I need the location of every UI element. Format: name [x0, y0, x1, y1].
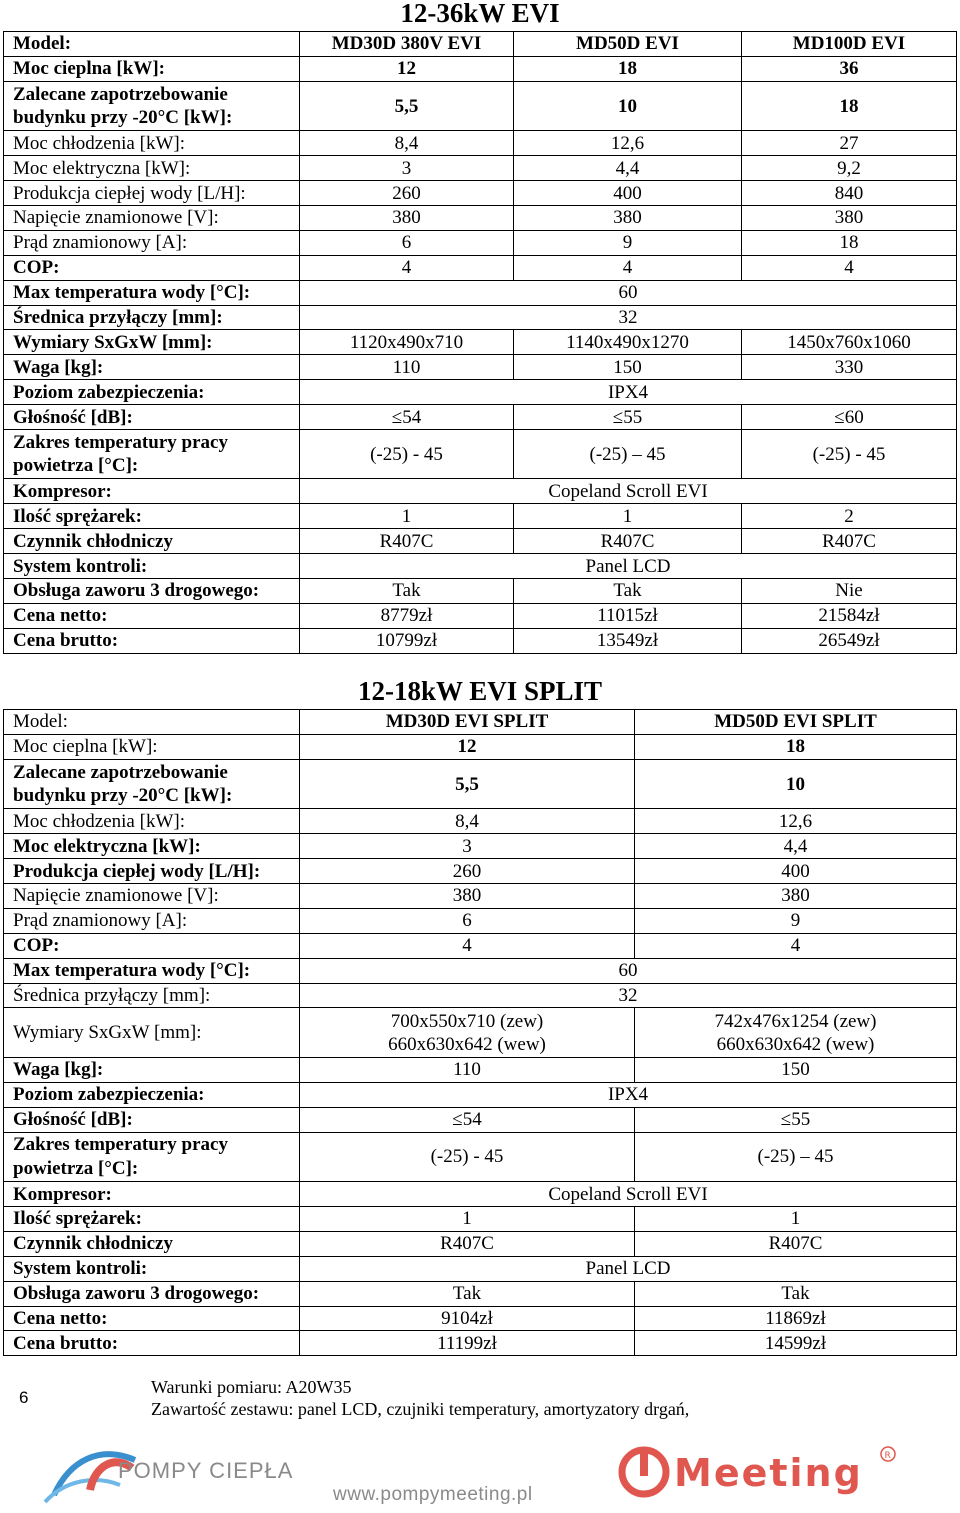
row-value: ≤54 — [300, 405, 514, 430]
table-row — [4, 734, 957, 759]
row-value: 18 — [742, 230, 957, 255]
table-row — [4, 759, 957, 809]
row-value: 10799zł — [300, 628, 514, 653]
row-value: 110 — [300, 1057, 635, 1082]
row-value: 4,4 — [514, 156, 742, 181]
row-label: Zakres temperatury pracy powietrza [°C]: — [4, 1132, 300, 1182]
row-value: 11015zł — [514, 603, 742, 628]
table-row — [4, 255, 957, 280]
table-row — [4, 983, 957, 1008]
row-label: Max temperatura wody [°C]: — [4, 280, 300, 305]
row-label: Głośność [dB]: — [4, 405, 300, 430]
row-label: Wymiary SxGxW [mm]: — [4, 1008, 300, 1058]
row-label: Moc cieplna [kW]: — [4, 734, 300, 759]
row-value: 8,4 — [300, 809, 635, 834]
row-value: 10 — [635, 759, 957, 809]
table-row — [4, 56, 957, 81]
row-value: R407C — [742, 529, 957, 554]
row-value: 4 — [514, 255, 742, 280]
row-label: Cena netto: — [4, 1306, 300, 1331]
row-value: Copeland Scroll EVI — [300, 479, 957, 504]
row-value: Tak — [300, 1281, 635, 1306]
table-row — [4, 834, 957, 859]
row-value: ≤60 — [742, 405, 957, 430]
table-row — [4, 603, 957, 628]
row-value: 12 — [300, 734, 635, 759]
row-label: System kontroli: — [4, 1256, 300, 1281]
spec-table-evi — [3, 31, 957, 654]
table-row — [4, 205, 957, 230]
row-value: (-25) - 45 — [300, 1132, 635, 1182]
row-label: Zakres temperatury pracy powietrza [°C]: — [4, 429, 300, 479]
table-row — [4, 1008, 957, 1058]
row-value: 36 — [742, 56, 957, 81]
table-row — [4, 1256, 957, 1281]
row-value: 3 — [300, 834, 635, 859]
row-label: Czynnik chłodniczy — [4, 529, 300, 554]
row-value: Copeland Scroll EVI — [300, 1182, 957, 1207]
row-value: Tak — [300, 579, 514, 604]
table-row — [4, 230, 957, 255]
row-value: R407C — [300, 1231, 635, 1256]
table-row — [4, 1107, 957, 1132]
row-value: 13549zł — [514, 628, 742, 653]
table-row — [4, 355, 957, 380]
row-value: 32 — [300, 983, 957, 1008]
row-value: 4 — [742, 255, 957, 280]
row-value: 1 — [300, 504, 514, 529]
table-row — [4, 883, 957, 908]
table-row — [4, 1231, 957, 1256]
table-row — [4, 1206, 957, 1231]
row-value: R407C — [300, 529, 514, 554]
row-value: MD100D EVI — [742, 32, 957, 57]
row-value: 18 — [635, 734, 957, 759]
row-value: 18 — [742, 81, 957, 131]
row-value: 14599zł — [635, 1331, 957, 1356]
row-value: Tak — [635, 1281, 957, 1306]
row-value: 380 — [514, 205, 742, 230]
row-value: 742x476x1254 (zew) 660x630x642 (wew) — [635, 1008, 957, 1058]
row-label: Moc chłodzenia [kW]: — [4, 131, 300, 156]
table-row — [4, 380, 957, 405]
row-value: 11199zł — [300, 1331, 635, 1356]
row-value: 380 — [742, 205, 957, 230]
table-row — [4, 809, 957, 834]
row-value: IPX4 — [300, 1082, 957, 1107]
table-row — [4, 628, 957, 653]
table-row — [4, 1082, 957, 1107]
row-value: 21584zł — [742, 603, 957, 628]
table-row — [4, 859, 957, 884]
row-value: 110 — [300, 355, 514, 380]
table-row — [4, 32, 957, 57]
row-label: Prąd znamionowy [A]: — [4, 230, 300, 255]
logo-right-text: Meeting — [674, 1451, 863, 1495]
row-value: MD30D 380V EVI — [300, 32, 514, 57]
row-value: 3 — [300, 156, 514, 181]
table-row — [4, 479, 957, 504]
row-value: 4 — [300, 255, 514, 280]
row-value: 260 — [300, 181, 514, 206]
table-row — [4, 1306, 957, 1331]
logo-left-text: POMPY CIEPŁA — [118, 1458, 294, 1483]
table-row — [4, 529, 957, 554]
table-row — [4, 1182, 957, 1207]
table-row — [4, 554, 957, 579]
row-value: 26549zł — [742, 628, 957, 653]
table-row — [4, 504, 957, 529]
section-title-evi: 12-36kW EVI — [400, 0, 560, 28]
logo-power-bar — [640, 1450, 648, 1476]
row-value: 9,2 — [742, 156, 957, 181]
row-value: MD50D EVI — [514, 32, 742, 57]
row-label: Ilość sprężarek: — [4, 1206, 300, 1231]
row-value: 330 — [742, 355, 957, 380]
table-row — [4, 330, 957, 355]
row-value: 4 — [300, 933, 635, 958]
row-value: 32 — [300, 305, 957, 330]
row-value: 1 — [300, 1206, 635, 1231]
row-value: 1 — [635, 1206, 957, 1231]
row-value: 260 — [300, 859, 635, 884]
row-value: 400 — [635, 859, 957, 884]
row-value: 2 — [742, 504, 957, 529]
table-row — [4, 1132, 957, 1182]
table-row — [4, 156, 957, 181]
row-value: 1 — [514, 504, 742, 529]
table-row — [4, 1057, 957, 1082]
row-value: 5,5 — [300, 81, 514, 131]
row-value: 380 — [300, 205, 514, 230]
row-label: Ilość sprężarek: — [4, 504, 300, 529]
row-value: IPX4 — [300, 380, 957, 405]
row-value: 4 — [635, 933, 957, 958]
row-label: Moc elektryczna [kW]: — [4, 834, 300, 859]
row-value: ≤55 — [635, 1107, 957, 1132]
row-value: 9104zł — [300, 1306, 635, 1331]
table-row — [4, 280, 957, 305]
row-value: (-25) – 45 — [635, 1132, 957, 1182]
row-value: (-25) - 45 — [300, 429, 514, 479]
row-value: Panel LCD — [300, 1256, 957, 1281]
row-value: 380 — [300, 883, 635, 908]
row-label: Cena netto: — [4, 603, 300, 628]
row-label: Waga [kg]: — [4, 355, 300, 380]
table-row — [4, 81, 957, 131]
row-value: 60 — [300, 958, 957, 983]
row-value: (-25) - 45 — [742, 429, 957, 479]
row-label: Kompresor: — [4, 1182, 300, 1207]
row-label: Cena brutto: — [4, 1331, 300, 1356]
row-value: 400 — [514, 181, 742, 206]
section-title-evi-split: 12-18kW EVI SPLIT — [357, 676, 603, 706]
row-label: Moc chłodzenia [kW]: — [4, 809, 300, 834]
row-value: MD50D EVI SPLIT — [635, 710, 957, 735]
table-row — [4, 958, 957, 983]
row-label: COP: — [4, 255, 300, 280]
row-label: Produkcja ciepłej wody [L/H]: — [4, 181, 300, 206]
row-label: Model: — [4, 32, 300, 57]
row-label: Średnica przyłączy [mm]: — [4, 305, 300, 330]
registered-mark-glyph: R — [884, 1451, 891, 1461]
website-url: www.pompymeeting.pl — [333, 1484, 533, 1505]
table-row — [4, 710, 957, 735]
row-label: System kontroli: — [4, 554, 300, 579]
row-label: Głośność [dB]: — [4, 1107, 300, 1132]
row-value: 700x550x710 (zew) 660x630x642 (wew) — [300, 1008, 635, 1058]
row-label: Czynnik chłodniczy — [4, 1231, 300, 1256]
row-label: Poziom zabezpieczenia: — [4, 380, 300, 405]
table-row — [4, 429, 957, 479]
row-value: 840 — [742, 181, 957, 206]
row-value: 380 — [635, 883, 957, 908]
row-value: MD30D EVI SPLIT — [300, 710, 635, 735]
spec-table-evi-split — [3, 709, 957, 1356]
row-label: Moc elektryczna [kW]: — [4, 156, 300, 181]
row-label: Napięcie znamionowe [V]: — [4, 205, 300, 230]
row-value: 11869zł — [635, 1306, 957, 1331]
row-value: R407C — [635, 1231, 957, 1256]
table-row — [4, 1331, 957, 1356]
row-value: 10 — [514, 81, 742, 131]
pompy-ciepla-logo — [40, 1440, 370, 1510]
row-value: 9 — [635, 908, 957, 933]
row-label: Moc cieplna [kW]: — [4, 56, 300, 81]
row-value: 18 — [514, 56, 742, 81]
row-label: COP: — [4, 933, 300, 958]
row-label: Zalecane zapotrzebowanie budynku przy -20°C [kW]: — [4, 759, 300, 809]
row-value: 1120x490x710 — [300, 330, 514, 355]
row-value: 6 — [300, 908, 635, 933]
row-label: Cena brutto: — [4, 628, 300, 653]
row-value: 12,6 — [635, 809, 957, 834]
row-label: Obsługa zaworu 3 drogowego: — [4, 1281, 300, 1306]
page-number: 6 — [19, 1388, 29, 1407]
row-label: Zalecane zapotrzebowanie budynku przy -20°C [kW]: — [4, 81, 300, 131]
row-label: Produkcja ciepłej wody [L/H]: — [4, 859, 300, 884]
row-label: Kompresor: — [4, 479, 300, 504]
table-row — [4, 1281, 957, 1306]
row-value: R407C — [514, 529, 742, 554]
row-value: ≤55 — [514, 405, 742, 430]
row-value: 60 — [300, 280, 957, 305]
logo-swoosh-lightblue — [45, 1480, 120, 1502]
row-value: 12 — [300, 56, 514, 81]
row-value: 12,6 — [514, 131, 742, 156]
row-value: 4,4 — [635, 834, 957, 859]
row-label: Waga [kg]: — [4, 1057, 300, 1082]
row-value: Tak — [514, 579, 742, 604]
table-row — [4, 908, 957, 933]
row-value: (-25) – 45 — [514, 429, 742, 479]
table-row — [4, 933, 957, 958]
table-row — [4, 181, 957, 206]
row-value: Nie — [742, 579, 957, 604]
row-value: 150 — [635, 1057, 957, 1082]
row-value: 27 — [742, 131, 957, 156]
table-row — [4, 131, 957, 156]
row-value: 9 — [514, 230, 742, 255]
row-label: Średnica przyłączy [mm]: — [4, 983, 300, 1008]
row-value: 150 — [514, 355, 742, 380]
meeting-logo — [614, 1440, 914, 1510]
row-label: Prąd znamionowy [A]: — [4, 908, 300, 933]
row-value: 1140x490x1270 — [514, 330, 742, 355]
row-label: Poziom zabezpieczenia: — [4, 1082, 300, 1107]
kit-contents-note: Zawartość zestawu: panel LCD, czujniki temperatury, amortyzatory drgań, — [151, 1399, 690, 1419]
table-row — [4, 405, 957, 430]
row-label: Wymiary SxGxW [mm]: — [4, 330, 300, 355]
row-value: 8779zł — [300, 603, 514, 628]
row-value: 6 — [300, 230, 514, 255]
row-label: Obsługa zaworu 3 drogowego: — [4, 579, 300, 604]
table-row — [4, 579, 957, 604]
table-row — [4, 305, 957, 330]
measurement-note: Warunki pomiaru: A20W35 — [151, 1377, 352, 1397]
row-value: 5,5 — [300, 759, 635, 809]
row-label: Max temperatura wody [°C]: — [4, 958, 300, 983]
row-value: Panel LCD — [300, 554, 957, 579]
row-value: ≤54 — [300, 1107, 635, 1132]
row-value: 8,4 — [300, 131, 514, 156]
row-value: 1450x760x1060 — [742, 330, 957, 355]
row-label: Napięcie znamionowe [V]: — [4, 883, 300, 908]
row-label: Model: — [4, 710, 300, 735]
